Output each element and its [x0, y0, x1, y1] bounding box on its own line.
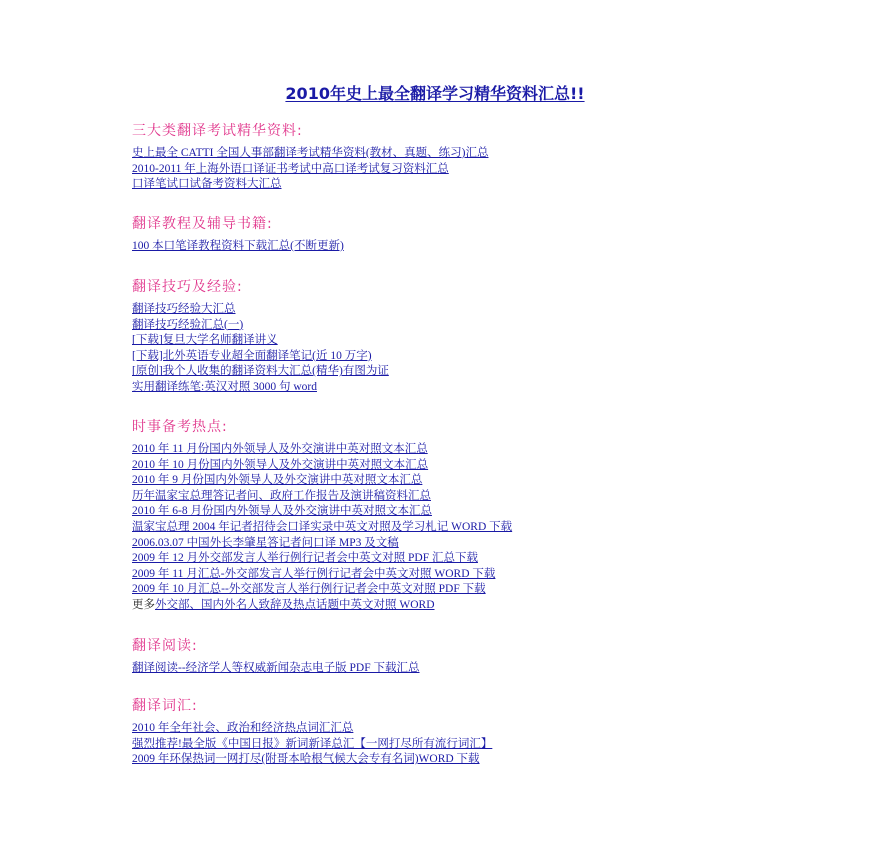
resource-link[interactable]: 2009 年 12 月外交部发言人举行例行记者会中英文对照 PDF 汇总下载 — [132, 552, 478, 565]
resource-link[interactable]: 2006.03.07 中国外长李肇星答记者问口译 MP3 及文稿 — [132, 536, 399, 549]
list-item — [132, 661, 420, 677]
list-item — [132, 567, 512, 583]
list-item — [132, 582, 512, 598]
list-item — [132, 473, 512, 489]
list-item — [132, 551, 512, 567]
more-prefix: 更多 — [132, 598, 155, 611]
resource-link[interactable]: 2010 年 10 月份国内外领导人及外交演讲中英对照文本汇总 — [132, 458, 429, 471]
link-list — [132, 721, 492, 768]
section-heading: 时事备考热点: — [132, 419, 228, 435]
section-heading: 翻译技巧及经验: — [132, 279, 243, 295]
list-item — [132, 333, 389, 349]
link-list — [132, 661, 420, 677]
resource-link[interactable]: 2010 年 9 月份国内外领导人及外交演讲中英对照文本汇总 — [132, 474, 423, 487]
list-item — [132, 146, 489, 162]
section-heading: 翻译教程及辅导书籍: — [132, 216, 273, 232]
resource-link[interactable]: 翻译技巧经验汇总(一) — [132, 318, 244, 331]
list-item — [132, 162, 489, 178]
link-list — [132, 302, 389, 396]
list-item — [132, 504, 512, 520]
list-item — [132, 536, 512, 552]
list-item — [132, 520, 512, 536]
list-item — [132, 177, 489, 193]
resource-link[interactable]: 翻译技巧经验大汇总 — [132, 303, 236, 315]
resource-link[interactable]: 2009 年 11 月汇总-外交部发言人举行例行记者会中英文对照 WORD 下载 — [132, 567, 496, 580]
page-title — [0, 84, 870, 104]
resource-link[interactable]: 温家宝总理 2004 年记者招待会口译实录中英文对照及学习札记 WORD 下载 — [132, 520, 513, 533]
section-heading: 翻译词汇: — [132, 698, 198, 714]
list-item — [132, 721, 492, 737]
list-item — [132, 598, 512, 614]
resource-link[interactable]: [原创]我个人收集的翻译资料大汇总(精华)有图为证 — [132, 365, 389, 378]
list-item — [132, 302, 389, 318]
resource-link[interactable]: [下载]北外英语专业超全面翻译笔记(近 10 万字) — [132, 349, 372, 362]
link-list — [132, 239, 344, 255]
resource-link[interactable]: 2010-2011 年上海外语口译证书考试中高口译考试复习资料汇总 — [132, 162, 449, 175]
list-item — [132, 380, 389, 396]
section-reading — [132, 637, 420, 677]
resource-link[interactable]: 翻译阅读--经济学人等权威新闻杂志电子版 PDF 下载汇总 — [132, 662, 420, 674]
list-item — [132, 737, 492, 753]
list-item — [132, 364, 389, 380]
list-item — [132, 458, 512, 474]
link-list — [132, 442, 512, 614]
resource-link[interactable]: 2010 年 6-8 月份国内外领导人及外交演讲中英对照文本汇总 — [132, 505, 432, 518]
list-item — [132, 318, 389, 334]
resource-link[interactable]: 100 本口笔译教程资料下载汇总(不断更新) — [132, 240, 344, 252]
list-item — [132, 752, 492, 768]
resource-link[interactable]: 历年温家宝总理答记者问、政府工作报告及演讲稿资料汇总 — [132, 489, 431, 502]
section-vocabulary — [132, 697, 492, 768]
list-item — [132, 489, 512, 505]
resource-link[interactable]: [下载]复旦大学名师翻译讲义 — [132, 334, 278, 347]
section-techniques — [132, 278, 389, 396]
page-title-text: 2010年史上最全翻译学习精华资料汇总!! — [285, 84, 585, 103]
link-list — [132, 146, 489, 193]
resource-link[interactable]: 实用翻译练笔:英汉对照 3000 句 word — [132, 380, 317, 393]
list-item — [132, 349, 389, 365]
resource-link[interactable]: 口译笔试口试备考资料大汇总 — [132, 178, 282, 191]
section-heading: 翻译阅读: — [132, 638, 198, 654]
resource-link[interactable]: 2009 年环保热词一网打尽(附哥本哈根气候大会专有名词)WORD 下载 — [132, 753, 480, 766]
section-exams — [132, 122, 489, 193]
resource-link[interactable]: 2010 年 11 月份国内外领导人及外交演讲中英对照文本汇总 — [132, 443, 428, 455]
list-item — [132, 239, 344, 255]
resource-link[interactable]: 2009 年 10 月汇总--外交部发言人举行例行记者会中英文对照 PDF 下载 — [132, 583, 486, 596]
resource-link[interactable]: 史上最全 CATTI 全国人事部翻译考试精华资料(教材、真题、练习)汇总 — [132, 147, 489, 159]
section-heading: 三大类翻译考试精华资料: — [132, 123, 303, 139]
section-textbooks — [132, 215, 344, 255]
resource-link[interactable]: 外交部、国内外名人致辞及热点话题中英文对照 WORD — [155, 598, 435, 611]
resource-link[interactable]: 2010 年全年社会、政治和经济热点词汇汇总 — [132, 722, 354, 734]
resource-link[interactable]: 强烈推荐!最全版《中国日报》新词新译总汇【一网打尽所有流行词汇】 — [132, 737, 493, 750]
section-current-affairs — [132, 418, 512, 614]
list-item — [132, 442, 512, 458]
